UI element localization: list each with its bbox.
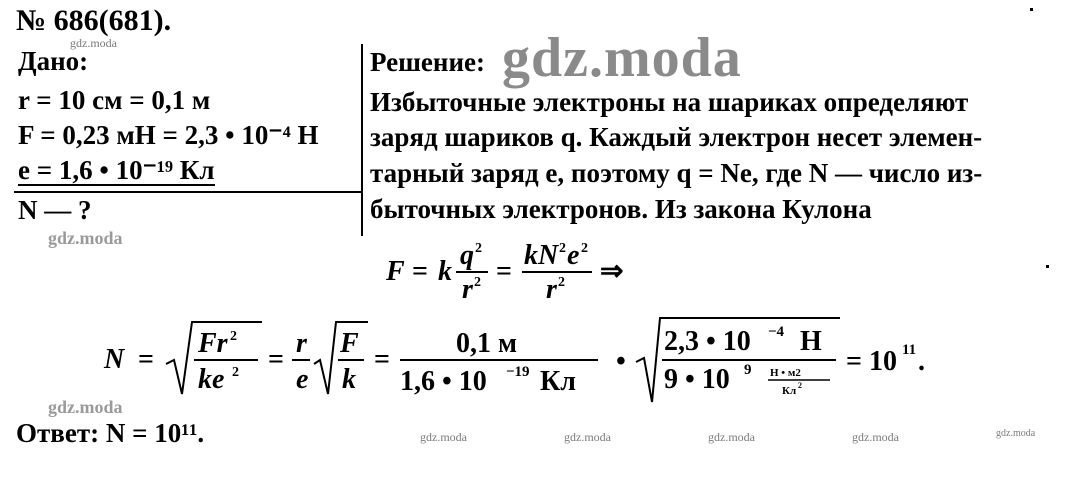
coulomb-formula-drawing [378, 236, 678, 306]
svg-text:=: = [374, 344, 390, 375]
svg-text:r: r [296, 328, 307, 359]
svg-text:1,6 • 10: 1,6 • 10 [400, 366, 487, 397]
problem-number: № 686(681). [16, 4, 172, 37]
watermark-1: gdz.moda [70, 36, 117, 50]
svg-text:=: = [412, 256, 428, 287]
svg-text:ke: ke [198, 364, 225, 395]
svg-text:−4: −4 [768, 324, 785, 340]
final-formula-drawing [100, 312, 960, 412]
svg-text:9 • 10: 9 • 10 [664, 364, 730, 395]
svg-text:F: F [340, 328, 359, 359]
svg-text:F: F [386, 256, 405, 287]
watermark-4: gdz.moda [420, 430, 467, 444]
svg-text:2: 2 [559, 241, 566, 256]
given-force: F = 0,23 мН = 2,3 • 10⁻⁴ Н [18, 120, 319, 150]
watermark-8: gdz.moda [996, 428, 1036, 439]
svg-text:Н: Н [800, 326, 822, 357]
given-divider-horizontal [14, 191, 363, 193]
watermark-3: gdz.moda [48, 397, 123, 417]
svg-text:=: = [138, 344, 154, 375]
svg-text:k: k [438, 256, 452, 287]
speck [1046, 265, 1049, 268]
svg-text:.: . [918, 346, 925, 377]
find-quantity: N — ? [18, 195, 92, 225]
svg-text:=: = [496, 256, 512, 287]
svg-text:r: r [546, 274, 557, 305]
svg-text:2: 2 [581, 241, 588, 256]
given-divider-vertical [361, 44, 363, 236]
solution-line-3: тарный заряд e, поэтому q = Ne, где N — число из- [370, 158, 983, 188]
watermark-7: gdz.moda [852, 430, 899, 444]
svg-text:Кл: Кл [782, 385, 797, 397]
svg-text:N: N [104, 344, 125, 375]
watermark-2: gdz.moda [48, 228, 123, 248]
speck [1030, 8, 1033, 11]
svg-text:2: 2 [232, 365, 239, 380]
watermark-5: gdz.moda [564, 430, 611, 444]
svg-text:2: 2 [230, 329, 237, 344]
svg-text:e: e [567, 240, 580, 271]
svg-text:⇒: ⇒ [600, 256, 624, 287]
given-radius: r = 10 см = 0,1 м [18, 85, 211, 115]
svg-text:= 10: = 10 [846, 346, 897, 377]
svg-text:2,3 • 10: 2,3 • 10 [664, 326, 751, 357]
solution-heading: Решение: [370, 47, 485, 77]
svg-text:q: q [460, 240, 474, 271]
svg-text:k: k [342, 364, 356, 395]
svg-text:9: 9 [744, 362, 752, 378]
solution-line-1: Избыточные электроны на шариках определяют [370, 87, 969, 117]
svg-text:=: = [268, 344, 284, 375]
svg-text:r: r [462, 274, 473, 305]
svg-text:2: 2 [474, 275, 481, 290]
solution-line-4: быточных электронов. Из закона Кулона [370, 194, 872, 224]
svg-text:11: 11 [902, 342, 917, 358]
watermark-6: gdz.moda [708, 430, 755, 444]
svg-text:2: 2 [798, 381, 802, 390]
svg-text:Н • м2: Н • м2 [770, 367, 801, 379]
given-charge: e = 1,6 • 10⁻¹⁹ Кл [18, 155, 215, 185]
svg-text:kN: kN [524, 240, 559, 271]
given-label: Дано: [18, 46, 89, 76]
svg-text:−19: −19 [506, 364, 530, 380]
svg-text:Fr: Fr [198, 328, 228, 359]
answer-line: Ответ: N = 10¹¹. [16, 418, 205, 448]
svg-text:Кл: Кл [540, 366, 577, 397]
svg-text:e: e [296, 364, 309, 395]
svg-text:2: 2 [475, 241, 482, 256]
svg-text:2: 2 [558, 275, 565, 290]
svg-text:0,1 м: 0,1 м [456, 328, 518, 359]
svg-text:•: • [616, 346, 626, 377]
solution-line-2: заряд шариков q. Каждый электрон несет элемен- [370, 122, 983, 152]
watermark-logo: gdz.moda [502, 27, 742, 89]
